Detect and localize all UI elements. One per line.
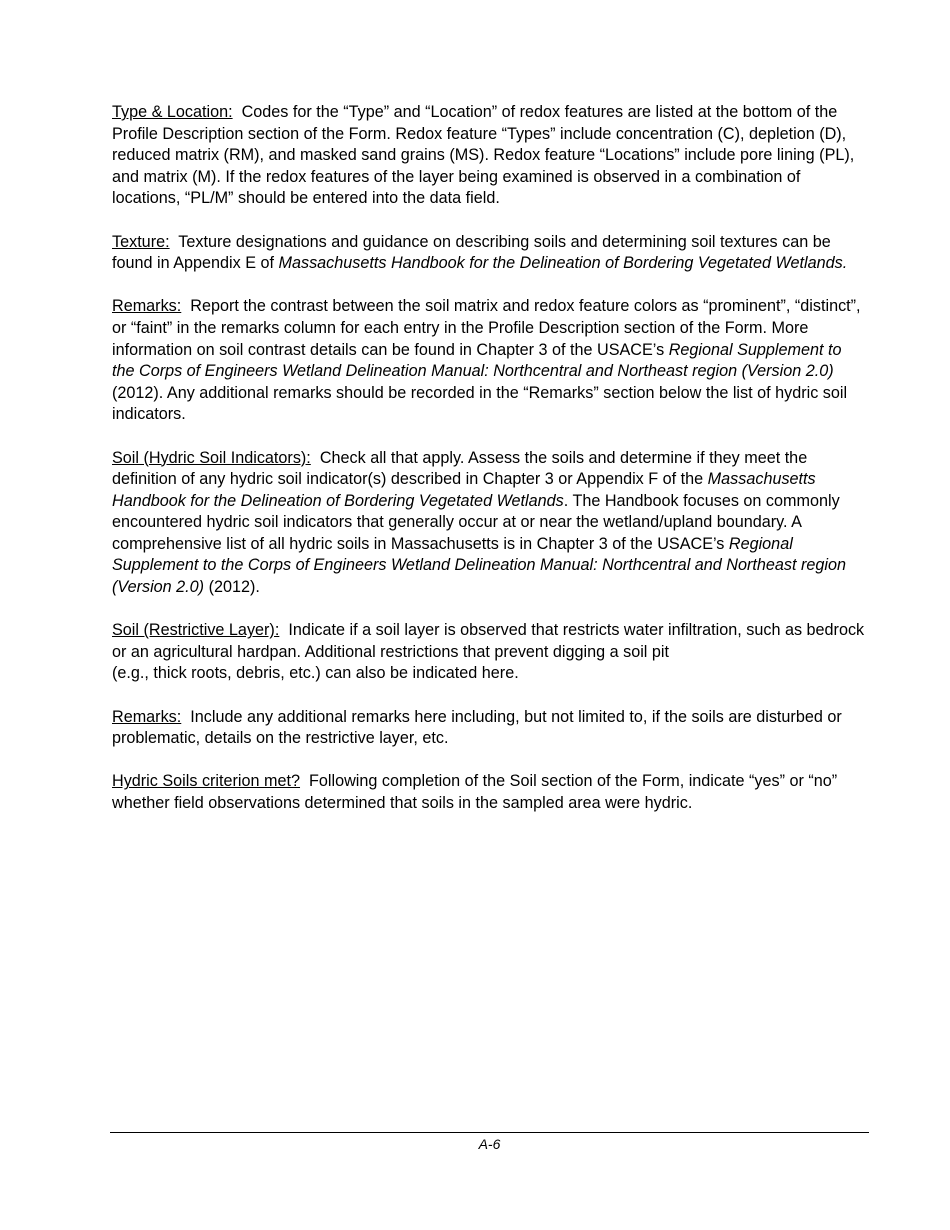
section-text-italic: Massachusetts Handbook for the Delineation of Bordering Vegetated Wetlands. (278, 254, 848, 273)
section-label: Hydric Soils criterion met? (112, 772, 301, 791)
section-text-italic: Regional Supplement to the Corps of Engineers Wetland Delineation Manual: Northcentral and Northeast region (Version 2.0) (112, 534, 846, 597)
section-label: Texture: (112, 232, 170, 251)
page-number: A-6 (478, 1136, 501, 1152)
section-text: Texture designations and guidance on describing soils and determining soil textures can be found in Appendix E of (112, 232, 831, 273)
section-text: Check all that apply. Assess the soils and determine if they meet the definition of any hydric soil indicator(s) described in Chapter 3 or Appendix F of the (112, 448, 808, 489)
section-text: Codes for the “Type” and “Location” of redox features are listed at the bottom of the Profile Description section of the Form. Redox feature “Types” include concentration (C), depletion (D), reduced matrix (RM), and masked sand grains (MS). Redox feature “Locations” include pore lining (PL), and matrix (M). If the redox features of the layer being examined is observed in a combination of locations, “PL/M” should be entered into the data field. (112, 103, 855, 208)
section-restrictive-layer (112, 620, 868, 685)
section-text-italic: Regional Supplement to the Corps of Engineers Wetland Delineation Manual: Northcentral and Northeast region (Version 2.0) (112, 340, 842, 381)
section-label: Remarks: (112, 707, 182, 726)
section-text: Indicate if a soil layer is observed that restricts water infiltration, such as bedrock or an agricultural hardpan. Additional restrictions that prevent digging a soil pit (112, 621, 865, 661)
section-label: Remarks: (112, 297, 182, 316)
section-label: Soil (Restrictive Layer): (112, 621, 280, 640)
section-text-italic: Massachusetts Handbook for the Delineation of Bordering Vegetated Wetlands (112, 470, 816, 510)
section-text: (2012). Any additional remarks should be recorded in the “Remarks” section below the list of hydric soil indicators. (112, 383, 848, 424)
section-text: (2012). (204, 578, 260, 597)
section-remarks (112, 296, 868, 426)
section-text: (e.g., thick roots, debris, etc.) can also be indicated here. (112, 664, 519, 683)
section-hydric-criterion (112, 771, 868, 814)
section-text: Include any additional remarks here including, but not limited to, if the soils are disturbed or problematic, details on the restrictive layer, etc. (112, 707, 842, 748)
footer-divider (110, 1132, 869, 1133)
section-text: . The Handbook focuses on commonly encountered hydric soil indicators that generally occur at or near the wetland/upland boundary. A comprehensive list of all hydric soils in Massachusetts is in Chapter 3 of the USACE’s (112, 491, 840, 553)
section-label: Soil (Hydric Soil Indicators): (112, 448, 311, 467)
document-body (112, 102, 868, 836)
section-text: Report the contrast between the soil matrix and redox feature colors as “prominent”, “distinct”, or “faint” in the remarks column for each entry in the Profile Description section of the Form. More information on soil contrast details can be found in Chapter 3 of the USACE’s (112, 297, 861, 359)
section-remarks-additional (112, 707, 868, 750)
section-text: Following completion of the Soil section of the Form, indicate “yes” or “no” whether field observations determined that soils in the sampled area were hydric. (112, 772, 838, 812)
section-type-location (112, 102, 868, 210)
section-texture (112, 232, 868, 275)
section-hydric-soil-indicators (112, 448, 868, 599)
section-label: Type & Location: (112, 103, 233, 121)
